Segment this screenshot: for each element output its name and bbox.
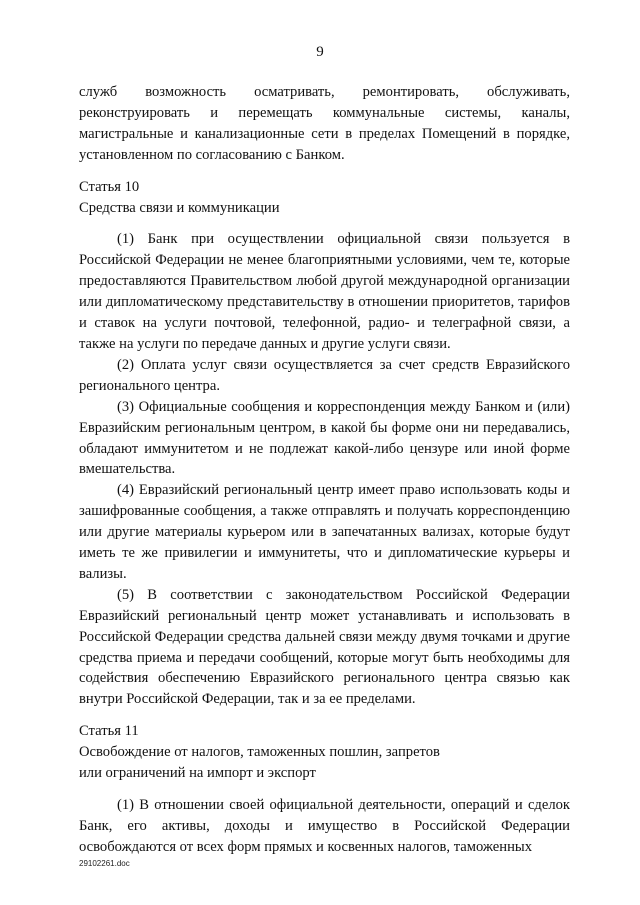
article-10-title: Средства связи и коммуникации [79,199,280,216]
article-10-paragraph-1: (1) Банк при осуществлении официальной связи пользуется в Российской Федерации не менее благоприятными условиями, чем те, которые предоставляются Правительством любой другой международной организации или дипломатическому представительству в отношении приоритетов, тарифов и ставок на услуги почтовой, телефонной, радио- и телеграфной связи, а также на услуги по передаче данных и другие услуги связи. [79,231,570,352]
article-10-paragraph-5: (5) В соответствии с законодательством Российской Федерации Евразийский региональный центр может устанавливать и использовать в Российской Федерации средства дальней связи между двумя точками и другие средства приема и передачи сообщений, которые могут быть необходимы для содействия обеспечению Евразийского регионального центра связью как внутри Российской Федерации, так и за ее пределами. [79,586,570,708]
article-11-title-line-1: Освобождение от налогов, таможенных пошлин, запретов [79,744,440,761]
continuation-paragraph: служб возможность осматривать, ремонтировать, обслуживать, реконструировать и перемещать коммунальные системы, каналы, магистральные и канализационные сети в пределах Помещений в порядке, установленном по согласованию с Банком. [79,84,570,163]
article-10-paragraph-3: (3) Официальные сообщения и корреспонденция между Банком и (или) Евразийским региональным центром, в какой бы форме они ни передавались, обладают иммунитетом и не подлежат какой-либо цензуре или иной форме вмешательства. [79,398,570,478]
article-11-title-line-2: или ограничений на импорт и экспорт [79,765,316,782]
document-filename-footer: 29102261.doc [79,859,130,868]
page-number: 9 [316,44,324,60]
document-body [79,82,570,858]
article-10-number: Статья 10 [79,178,140,195]
article-10-paragraph-2: (2) Оплата услуг связи осуществляется за счет средств Евразийского регионального центра. [79,356,570,394]
article-11-paragraph-1: (1) В отношении своей официальной деятельности, операций и сделок Банк, его активы, доходы и имущество в Российской Федерации освобождаются от всех форм прямых и косвенных налогов, таможенных [79,797,570,855]
article-11-number: Статья 11 [79,723,139,740]
article-10-paragraph-4: (4) Евразийский региональный центр имеет право использовать коды и зашифрованные сообщения, а также отправлять и получать корреспонденцию или другие материалы курьером или в запечатанных вализах, которые будут иметь те же привилегии и иммунитеты, что и дипломатические курьеры и вализы. [79,482,570,582]
